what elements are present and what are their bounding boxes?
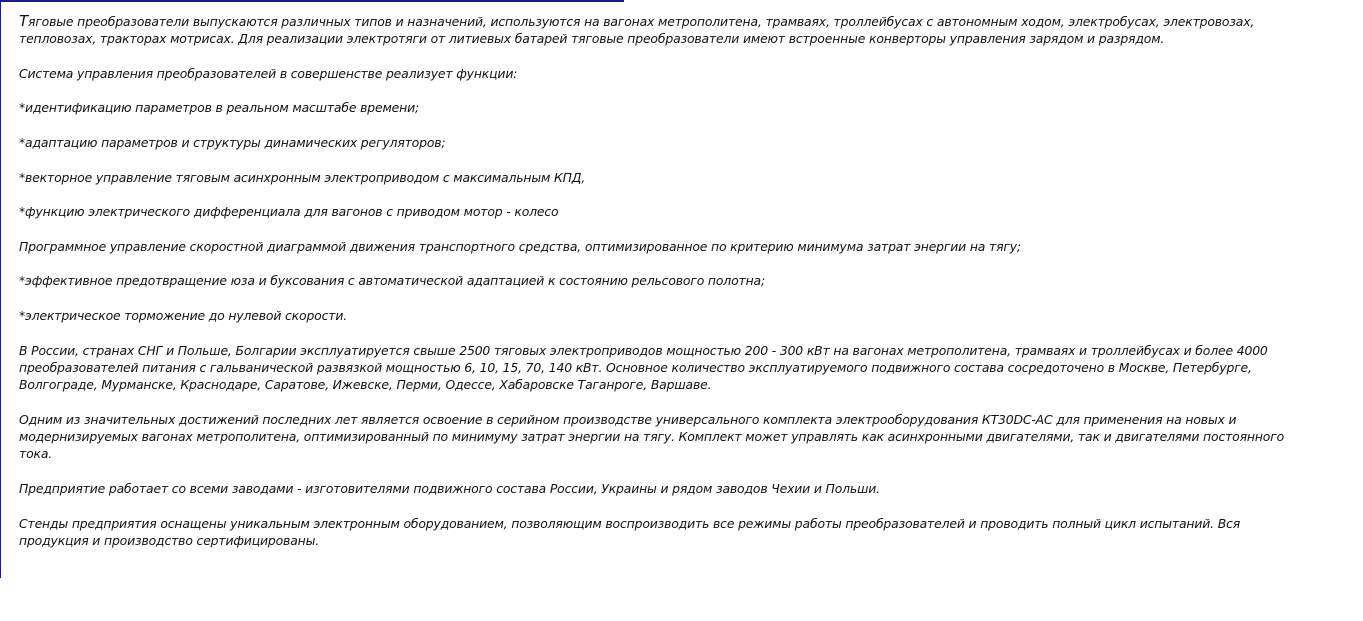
list-item-electric-braking: *электрическое торможение до нулевой скорости. — [19, 308, 348, 324]
list-item-electric-differential: *функцию электрического дифференциала для вагонов с приводом мотор - колесо — [19, 204, 559, 220]
list-item-identification: *идентификацию параметров в реальном масштабе времени; — [19, 100, 420, 116]
list-item-adaptation: *адаптацию параметров и структуры динамических регуляторов; — [19, 135, 446, 151]
paragraph-intro — [19, 13, 1309, 48]
paragraph-functions-heading: Система управления преобразователей в совершенстве реализует функции: — [19, 65, 518, 81]
top-border-line — [0, 0, 624, 2]
list-item-vector-control: *векторное управление тяговым асинхронным электроприводом с максимальным КПД, — [19, 169, 586, 185]
intro-first-letter: Т — [19, 12, 29, 30]
left-border-line — [0, 0, 1, 578]
list-item-slip-prevention: *эффективное предотвращение юза и буксования с автоматической адаптацией к состоянию рельсового полотна; — [19, 273, 765, 289]
paragraph-partners: Предприятие работает со всеми заводами - изготовителями подвижного состава России, Украины и рядом заводов Чехии и Польши. — [19, 481, 880, 497]
paragraph-kt30-kit: Одним из значительных достижений последних лет является освоение в серийном производстве универсального комплекта электрооборудования КТ30DC-AC для применения на новых и модернизируемых вагонах метрополитена, оптимизированный по минимуму затрат энергии на тягу. Комплект может управлять как асинхронными двигателями, так и двигателями постоянного тока. — [19, 411, 1285, 462]
article-body — [19, 13, 1309, 567]
paragraph-test-stands: Стенды предприятия оснащены уникальным электронным оборудованием, позволяющим воспроизводить все режимы работы преобразователей и проводить полный цикл испытаний. Вся продукция и производство сертифицированы. — [19, 515, 1241, 548]
paragraph-speed-diagram: Программное управление скоростной диаграммой движения транспортного средства, оптимизированное по критерию минимума затрат энергии на тягу; — [19, 238, 1021, 254]
intro-text: яговые преобразователи выпускаются различных типов и назначений, используются на вагонах метрополитена, трамваях, троллейбусах с автономным ходом, электробусах, электровозах, тепловозах, тракторах мотрисах. Для реализации электротяги от литиевых батарей тяговые преобразователи имеют встроенные конверторы управления зарядом и разрядом. — [19, 14, 1255, 47]
paragraph-deployment: В России, странах СНГ и Польше, Болгарии эксплуатируется свыше 2500 тяговых электроприводов мощностью 200 - 300 кВт на вагонах метрополитена, трамваях и троллейбусах и более 4000 преобразователей питания с гальванической развязкой мощностью 6, 10, 15, 70, 140 кВт. Основное количество эксплуатируемого подвижного состава сосредоточено в Москве, Петербурге, Волгограде, Мурманске, Краснодаре, Саратове, Ижевске, Перми, Одессе, Хабаровске Таганроге, Варшаве. — [19, 342, 1268, 393]
